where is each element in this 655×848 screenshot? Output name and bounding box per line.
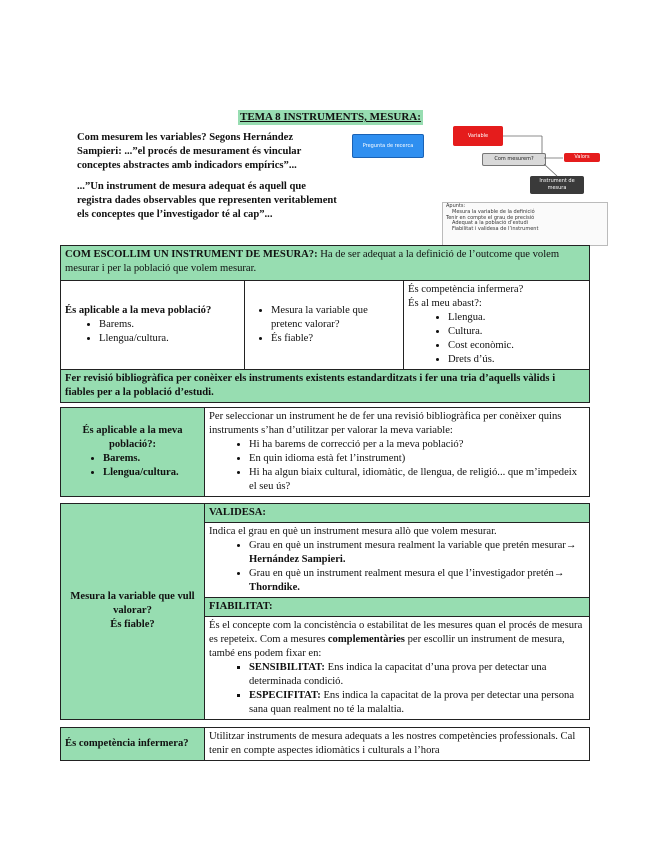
- list-item: [249, 661, 585, 689]
- fiabilitat-text-bold: complementàries: [327, 633, 405, 645]
- list-item: • Barems.: [103, 452, 200, 466]
- validesa-item-author: Thorndike.: [249, 581, 300, 593]
- validesa-item-text: Grau en què un instrument realment mesura el que l’investigador pretén→: [249, 567, 565, 579]
- list-item: • Barems.: [99, 318, 240, 332]
- list-item: • És fiable?: [271, 332, 399, 346]
- intro-paragraph-1: Com mesurem les variables? Segons Hernández Sampieri: ...”el procés de mesurament és vincular conceptes abstractes amb indicadors empírics”...: [77, 132, 302, 171]
- list-item: • Drets d’ús.: [448, 353, 585, 367]
- list-item: • Cultura.: [448, 325, 585, 339]
- sensibilitat-text: Ens indica la capacitat d’una prova per detectar una determinada condició.: [249, 661, 547, 687]
- list-item: • Mesura la variable que pretenc valorar?: [271, 304, 399, 332]
- fiabilitat-text-part: És el concepte com la concistència o estabilitat de les mesures quan el procés de mesura es repeteix. Com a mesures: [209, 619, 583, 645]
- nursing-competence-text: Utilitzar instruments de mesura adequats a les nostres competències professionals. Cal tenir en compte aspectes idiomàtics i culturals a l’hora: [205, 728, 590, 761]
- population-applicability-label-cell: [61, 408, 205, 497]
- diagram-note-line: Fiabilitat i validesa de l’instrument: [452, 226, 539, 232]
- diagram-notes-box: [442, 202, 608, 246]
- instrument-choice-header-text: Ha de ser adequat a la definició de l’outcome que volem mesurar i per la població que volem mesurar.: [65, 249, 560, 274]
- is-reliable-question: És fiable?: [110, 619, 155, 631]
- criterion-competence-cell: [404, 281, 590, 370]
- diagram-note-line: Mesura la variable de la definició: [452, 208, 535, 215]
- diagram-note-title: Apunts:: [446, 203, 466, 209]
- instrument-choice-table: [60, 245, 590, 403]
- criterion-competence-title: És competència infermera?: [408, 284, 524, 295]
- validesa-item-text: Grau en què un instrument mesura realment la variable que pretén mesurar→: [249, 539, 577, 551]
- population-applicability-content-cell: [205, 408, 590, 497]
- bibliographic-review-note: Fer revisió bibliogràfica per conèixer els instruments existents estandarditzats i fer una tria d’aquells vàlids i fiables per a la població d’estudi.: [61, 369, 590, 402]
- nursing-competence-label: És competència infermera?: [61, 728, 205, 761]
- diagram-arrows: [352, 126, 602, 206]
- measurement-diagram: [352, 126, 602, 246]
- intro-paragraph-2: ...”Un instrument de mesura adequat és aquell que registra dades observables que representen veritablement els conceptes que l’investigador té al cap”...: [77, 181, 337, 220]
- criterion-validity-cell: [245, 281, 404, 370]
- list-item: [249, 567, 585, 595]
- measures-variable-question: Mesura la variable que vull valorar?: [70, 591, 195, 617]
- criterion-reach-title: És al meu abast?:: [408, 297, 482, 309]
- list-item: • Hi ha algun biaix cultural, idiomàtic, de llengua, de religió... que m’impedeix el seu ús?: [249, 466, 585, 494]
- population-applicability-title: És aplicable a la meva població?:: [82, 424, 183, 450]
- fiabilitat-text: [209, 619, 585, 661]
- diagram-note-line: Tenir en compte el grau de precisió: [446, 214, 535, 221]
- instrument-choice-header-bold: COM ESCOLLIM UN INSTRUMENT DE MESURA?:: [65, 249, 321, 260]
- list-item: • Hi ha barems de correcció per a la meva població?: [249, 438, 585, 452]
- validesa-item-author: Hernández Sampieri.: [249, 553, 346, 565]
- validesa-content-cell: [205, 523, 590, 598]
- fiabilitat-title: FIABILITAT:: [205, 597, 590, 616]
- list-item: • Llengua/cultura.: [103, 466, 200, 480]
- diagram-research-question-box: Pregunta de recerca: [352, 134, 424, 158]
- list-item: • Llengua/cultura.: [99, 332, 240, 346]
- diagram-instrument-box: Instrument de mesura: [530, 176, 584, 194]
- diagram-values-box: Valors: [564, 153, 600, 162]
- diagram-how-measure-box: Com mesurem?: [482, 153, 546, 166]
- population-applicability-text: Per seleccionar un instrument he de fer una revisió bibliogràfica per conèixer quins instruments s’han d’utilitzar per valorar la meva variable:: [209, 411, 562, 436]
- sensibilitat-label: SENSIBILITAT:: [249, 661, 325, 673]
- list-item: [249, 689, 585, 717]
- page-title: TEMA 8 INSTRUMENTS, MESURA:: [240, 111, 421, 123]
- especifitat-label: ESPECIFITAT:: [249, 689, 321, 701]
- diagram-variable-box: Variable: [453, 126, 503, 146]
- list-item: • Cost econòmic.: [448, 339, 585, 353]
- validesa-text: Indica el grau en què un instrument mesura allò que volem mesurar.: [209, 526, 497, 537]
- instrument-choice-header: [61, 246, 590, 281]
- criterion-population-title: És aplicable a la meva població?: [65, 304, 212, 316]
- list-item: [249, 539, 585, 567]
- fiabilitat-content-cell: [205, 616, 590, 719]
- validesa-title: VALIDESA:: [205, 504, 590, 523]
- validity-reliability-label-cell: [61, 504, 205, 720]
- nursing-competence-table: [60, 727, 590, 761]
- validity-reliability-table: [60, 503, 590, 720]
- fiabilitat-text-part: per escollir un instrument de mesura, també ens podem fixar en:: [209, 633, 565, 659]
- diagram-note-line: Adequat a la població d’estudi: [452, 220, 529, 227]
- list-item: • Llengua.: [448, 311, 585, 325]
- criterion-population-cell: [61, 281, 245, 370]
- list-item: • En quin idioma està fet l’instrument): [249, 452, 585, 466]
- especifitat-text: Ens indica la capacitat de la prova per detectar una persona sana quan realment no té la malaltia.: [249, 689, 575, 715]
- population-applicability-table: [60, 407, 590, 497]
